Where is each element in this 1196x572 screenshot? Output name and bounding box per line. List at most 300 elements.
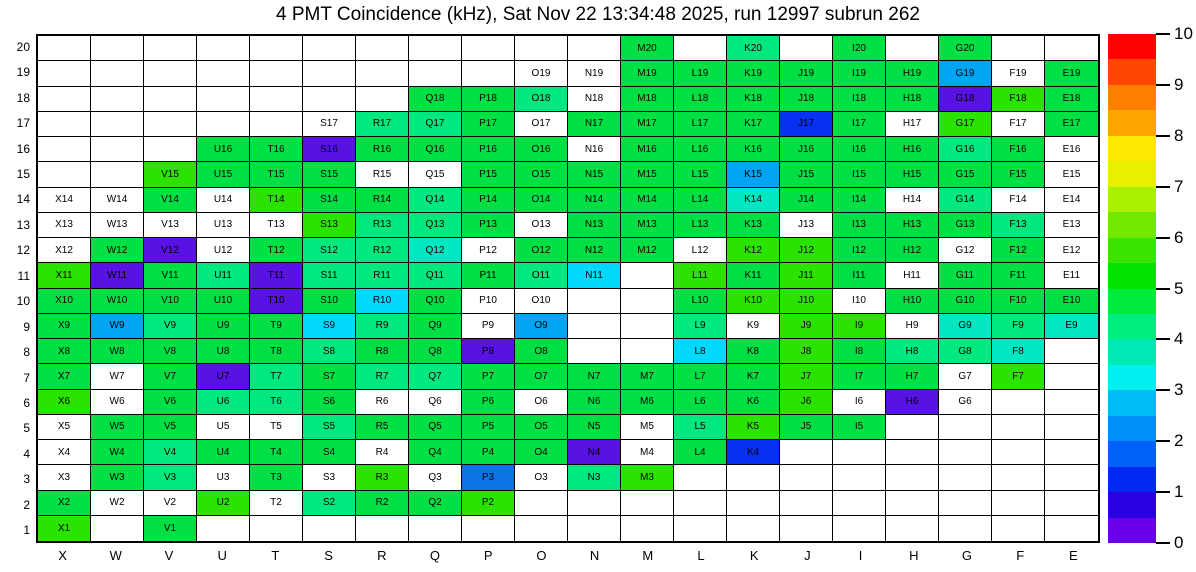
grid-cell: E15 (1045, 162, 1098, 187)
grid-cell: J7 (780, 364, 833, 389)
grid-cell: V5 (144, 415, 197, 440)
grid-cell: J8 (780, 339, 833, 364)
grid-cell: S9 (303, 314, 356, 339)
colorbar-band (1108, 212, 1156, 238)
grid-cell: K17 (727, 112, 780, 137)
grid-cell: I8 (833, 339, 886, 364)
colorbar-band (1108, 187, 1156, 213)
colorbar-band (1108, 314, 1156, 340)
grid-cell: G15 (939, 162, 992, 187)
grid-cell: I9 (833, 314, 886, 339)
grid-cell: F9 (992, 314, 1045, 339)
grid-cell (833, 491, 886, 516)
grid-cell (939, 516, 992, 541)
x-axis-label: P (483, 548, 493, 563)
grid-cell: I15 (833, 162, 886, 187)
grid-cell: I5 (833, 415, 886, 440)
grid-cell: H7 (886, 364, 939, 389)
grid-cell: H12 (886, 238, 939, 263)
grid-cell: K20 (727, 36, 780, 61)
grid-cell: T9 (250, 314, 303, 339)
grid-cell: J12 (780, 238, 833, 263)
grid-cell (409, 36, 462, 61)
colorbar-band (1108, 390, 1156, 416)
grid-cell (674, 491, 727, 516)
grid-cell (462, 61, 515, 86)
colorbar-tick-label: 9 (1174, 74, 1184, 94)
grid-cell: K11 (727, 263, 780, 288)
grid-cell: X14 (38, 188, 91, 213)
grid-cell (515, 516, 568, 541)
grid-cell (1045, 36, 1098, 61)
grid-cell (886, 491, 939, 516)
colorbar-band (1108, 161, 1156, 187)
grid-cell: K10 (727, 289, 780, 314)
grid-cell (1045, 465, 1098, 490)
grid-cell (1045, 364, 1098, 389)
grid-cell (250, 87, 303, 112)
grid-cell: W2 (91, 491, 144, 516)
grid-cell: N5 (568, 415, 621, 440)
grid-cell: Q13 (409, 213, 462, 238)
x-axis-label: T (271, 548, 280, 563)
grid-cell (303, 36, 356, 61)
grid-cell (992, 491, 1045, 516)
grid-cell: M13 (621, 213, 674, 238)
grid-cell: M18 (621, 87, 674, 112)
colorbar-band (1108, 238, 1156, 264)
grid-cell: M4 (621, 440, 674, 465)
grid-cell (38, 137, 91, 162)
grid-cell: S16 (303, 137, 356, 162)
grid-cell: O17 (515, 112, 568, 137)
grid-cell: J9 (780, 314, 833, 339)
grid-cell (197, 61, 250, 86)
grid-cell: X12 (38, 238, 91, 263)
colorbar-tick (1156, 288, 1170, 290)
grid-cell: Q4 (409, 440, 462, 465)
grid-cell: L9 (674, 314, 727, 339)
grid-cell (621, 339, 674, 364)
grid-cell: N7 (568, 364, 621, 389)
grid-cell (886, 415, 939, 440)
grid-cell: P9 (462, 314, 515, 339)
grid-cell: G9 (939, 314, 992, 339)
grid-cell: W14 (91, 188, 144, 213)
grid-cell: T14 (250, 188, 303, 213)
colorbar-band (1108, 110, 1156, 136)
grid-cell: G11 (939, 263, 992, 288)
grid-cell: V15 (144, 162, 197, 187)
grid-cell: L7 (674, 364, 727, 389)
grid-cell: I19 (833, 61, 886, 86)
grid-cell: K7 (727, 364, 780, 389)
grid-cell (621, 289, 674, 314)
grid-cell: V10 (144, 289, 197, 314)
grid-cell: I13 (833, 213, 886, 238)
grid-cell: F11 (992, 263, 1045, 288)
colorbar-band (1108, 85, 1156, 111)
grid-cell: U12 (197, 238, 250, 263)
grid-cell: L14 (674, 188, 727, 213)
grid-cell (621, 263, 674, 288)
x-axis-label: F (1016, 548, 1025, 563)
grid-cell: U9 (197, 314, 250, 339)
grid-cell: H16 (886, 137, 939, 162)
grid-cell: J15 (780, 162, 833, 187)
grid-cell: W5 (91, 415, 144, 440)
grid-cell: P18 (462, 87, 515, 112)
grid-cell: H15 (886, 162, 939, 187)
grid-cell: T11 (250, 263, 303, 288)
grid-cell: P6 (462, 390, 515, 415)
x-axis-label: L (697, 548, 705, 563)
grid-cell: J16 (780, 137, 833, 162)
grid-cell: V4 (144, 440, 197, 465)
grid-cell: R15 (356, 162, 409, 187)
grid-cell (303, 516, 356, 541)
x-axis-label: G (961, 548, 973, 563)
grid-cell (303, 87, 356, 112)
grid-cell (91, 112, 144, 137)
grid-cell: M7 (621, 364, 674, 389)
grid-cell: R3 (356, 465, 409, 490)
grid-cell: S14 (303, 188, 356, 213)
grid-cell: V1 (144, 516, 197, 541)
grid-cell: Q8 (409, 339, 462, 364)
grid-cell: L18 (674, 87, 727, 112)
grid-cell (38, 61, 91, 86)
grid-cell: W10 (91, 289, 144, 314)
grid-cell (568, 516, 621, 541)
y-axis-label: 3 (23, 472, 30, 487)
grid-cell: L8 (674, 339, 727, 364)
grid-cell (992, 516, 1045, 541)
grid-cell: G7 (939, 364, 992, 389)
grid-cell (568, 289, 621, 314)
grid-cell: G17 (939, 112, 992, 137)
grid-cell (1045, 339, 1098, 364)
grid-cell: P3 (462, 465, 515, 490)
grid-cell (992, 440, 1045, 465)
grid-cell: M15 (621, 162, 674, 187)
grid-cell: N4 (568, 440, 621, 465)
grid-cell (886, 440, 939, 465)
grid-cell: S4 (303, 440, 356, 465)
x-axis-label: R (377, 548, 387, 563)
grid-cell (727, 516, 780, 541)
grid-cell: S13 (303, 213, 356, 238)
grid-cell: G13 (939, 213, 992, 238)
grid-cell: Q15 (409, 162, 462, 187)
grid-cell: O15 (515, 162, 568, 187)
grid-cell: U8 (197, 339, 250, 364)
y-axis-label: 17 (16, 116, 30, 131)
y-axis-label: 14 (16, 192, 30, 207)
colorbar-tick (1156, 135, 1170, 137)
grid-cell (886, 516, 939, 541)
colorbar-band (1108, 289, 1156, 315)
grid-cell: X10 (38, 289, 91, 314)
grid-cell (833, 440, 886, 465)
grid-cell: O10 (515, 289, 568, 314)
grid-cell (1045, 440, 1098, 465)
grid-cell: P13 (462, 213, 515, 238)
grid-cell (38, 87, 91, 112)
grid-cell: U13 (197, 213, 250, 238)
grid-cell: X7 (38, 364, 91, 389)
grid-cell: V2 (144, 491, 197, 516)
grid-cell: P4 (462, 440, 515, 465)
grid-cell (568, 339, 621, 364)
grid-cell: V9 (144, 314, 197, 339)
grid-cell: W3 (91, 465, 144, 490)
grid-cell: L12 (674, 238, 727, 263)
grid-cell: I10 (833, 289, 886, 314)
grid-cell: T12 (250, 238, 303, 263)
y-axis-label: 4 (23, 446, 30, 461)
grid-cell: P15 (462, 162, 515, 187)
colorbar-tick-label: 4 (1174, 329, 1184, 349)
y-axis-label: 15 (16, 166, 30, 181)
grid-cell (568, 491, 621, 516)
grid-cell: U14 (197, 188, 250, 213)
grid-cell: Q6 (409, 390, 462, 415)
x-axis-label: V (164, 548, 174, 563)
grid-cell (250, 36, 303, 61)
grid-cell: E16 (1045, 137, 1098, 162)
y-axis-label: 2 (23, 497, 30, 512)
colorbar-band (1108, 59, 1156, 85)
grid-cell (197, 36, 250, 61)
grid-cell: R17 (356, 112, 409, 137)
grid-cell: J10 (780, 289, 833, 314)
grid-cell (1045, 491, 1098, 516)
grid-cell: O7 (515, 364, 568, 389)
grid-cell: E13 (1045, 213, 1098, 238)
grid-cell: P7 (462, 364, 515, 389)
grid-cell: V6 (144, 390, 197, 415)
grid-cell: H18 (886, 87, 939, 112)
x-axis-label: X (58, 548, 67, 563)
grid-cell: G14 (939, 188, 992, 213)
grid-cell: H13 (886, 213, 939, 238)
grid-cell: Q10 (409, 289, 462, 314)
grid-cell (780, 491, 833, 516)
grid-cell: H8 (886, 339, 939, 364)
grid-cell: K9 (727, 314, 780, 339)
grid-cell: O14 (515, 188, 568, 213)
y-axis-label: 5 (23, 421, 30, 436)
x-axis-label: M (642, 548, 654, 563)
grid-cell (939, 440, 992, 465)
grid-cell: U16 (197, 137, 250, 162)
grid-cell: X1 (38, 516, 91, 541)
grid-cell: Q3 (409, 465, 462, 490)
grid-cell: I6 (833, 390, 886, 415)
grid-cell: U7 (197, 364, 250, 389)
grid-cell (250, 61, 303, 86)
grid-cell: X11 (38, 263, 91, 288)
x-axis-label: H (909, 548, 919, 563)
grid-cell (250, 516, 303, 541)
grid-cell: M3 (621, 465, 674, 490)
grid-cell (91, 162, 144, 187)
y-axis-label: 10 (16, 294, 30, 309)
grid-cell: N6 (568, 390, 621, 415)
grid-cell (144, 137, 197, 162)
x-axis-label: E (1069, 548, 1078, 563)
grid-cell (674, 36, 727, 61)
grid-cell: O6 (515, 390, 568, 415)
grid-cell: M5 (621, 415, 674, 440)
grid-cell: S6 (303, 390, 356, 415)
grid-cell: H19 (886, 61, 939, 86)
grid-cell: R5 (356, 415, 409, 440)
grid-cell: I7 (833, 364, 886, 389)
grid-cell: U5 (197, 415, 250, 440)
grid-cell: P11 (462, 263, 515, 288)
grid-cell: X3 (38, 465, 91, 490)
grid-cell: K14 (727, 188, 780, 213)
colorbar-tick-label: 7 (1174, 176, 1184, 196)
grid-cell: O8 (515, 339, 568, 364)
y-axis-label: 13 (16, 217, 30, 232)
grid-cell: K6 (727, 390, 780, 415)
grid-cell: V13 (144, 213, 197, 238)
grid-cell: V8 (144, 339, 197, 364)
grid-cell: R16 (356, 137, 409, 162)
grid-cell: E9 (1045, 314, 1098, 339)
colorbar-tick-label: 2 (1174, 431, 1184, 451)
grid-cell: F13 (992, 213, 1045, 238)
grid-cell: J18 (780, 87, 833, 112)
grid-cell: I12 (833, 238, 886, 263)
colorbar-band (1108, 492, 1156, 518)
x-axis-label: N (589, 548, 600, 563)
colorbar-band (1108, 34, 1156, 60)
grid-cell: M17 (621, 112, 674, 137)
grid-cell: E19 (1045, 61, 1098, 86)
grid-cell: L16 (674, 137, 727, 162)
grid-cell: R7 (356, 364, 409, 389)
grid-cell (621, 491, 674, 516)
grid-cell (197, 87, 250, 112)
colorbar-band (1108, 441, 1156, 467)
grid-cell: T3 (250, 465, 303, 490)
grid-cell: K16 (727, 137, 780, 162)
grid-cell: U15 (197, 162, 250, 187)
grid-cell: L4 (674, 440, 727, 465)
grid-cell (674, 465, 727, 490)
colorbar-tick-label: 6 (1174, 227, 1184, 247)
grid-cell: J14 (780, 188, 833, 213)
x-axis-label: O (536, 548, 547, 563)
grid-cell: S10 (303, 289, 356, 314)
grid-cell (1045, 390, 1098, 415)
grid-cell: J17 (780, 112, 833, 137)
grid-cell: E18 (1045, 87, 1098, 112)
y-axis-label: 6 (23, 396, 30, 411)
grid-cell: G19 (939, 61, 992, 86)
grid-cell (780, 465, 833, 490)
grid-cell: X8 (38, 339, 91, 364)
grid-cell: Q14 (409, 188, 462, 213)
grid-cell: E12 (1045, 238, 1098, 263)
grid-cell: W8 (91, 339, 144, 364)
grid-cell: S8 (303, 339, 356, 364)
grid-cell (515, 36, 568, 61)
x-axis-label: Q (429, 548, 441, 563)
grid-cell: W11 (91, 263, 144, 288)
grid-cell: Q18 (409, 87, 462, 112)
grid-cell: H11 (886, 263, 939, 288)
colorbar-tick-label: 1 (1174, 482, 1184, 502)
colorbar-band (1108, 136, 1156, 162)
grid-cell (462, 36, 515, 61)
grid-cell: J6 (780, 390, 833, 415)
y-axis-label: 1 (23, 523, 30, 538)
grid-cell: J13 (780, 213, 833, 238)
grid-cell: O9 (515, 314, 568, 339)
grid-cell: E17 (1045, 112, 1098, 137)
grid-cell: L19 (674, 61, 727, 86)
grid-cell: U6 (197, 390, 250, 415)
grid-cell: Q2 (409, 491, 462, 516)
grid-cell (992, 390, 1045, 415)
grid-cell: R11 (356, 263, 409, 288)
grid-cell: V3 (144, 465, 197, 490)
colorbar-band (1108, 518, 1156, 544)
grid-cell: H10 (886, 289, 939, 314)
grid-cell: N3 (568, 465, 621, 490)
grid-cell: O13 (515, 213, 568, 238)
grid-cell: T13 (250, 213, 303, 238)
grid-cell: L10 (674, 289, 727, 314)
grid-cell: X4 (38, 440, 91, 465)
grid-cell: X13 (38, 213, 91, 238)
grid-cell: W9 (91, 314, 144, 339)
grid-cell: G16 (939, 137, 992, 162)
y-axis-label: 19 (16, 65, 30, 80)
grid-cell: G10 (939, 289, 992, 314)
grid-cell: N12 (568, 238, 621, 263)
grid-cell (91, 36, 144, 61)
grid-cell (1045, 415, 1098, 440)
grid-cell: E10 (1045, 289, 1098, 314)
grid-cell (1045, 516, 1098, 541)
colorbar-tick-label: 5 (1174, 278, 1184, 298)
grid-cell: V12 (144, 238, 197, 263)
grid-cell: S2 (303, 491, 356, 516)
colorbar-tick (1156, 186, 1170, 188)
grid-cell: U2 (197, 491, 250, 516)
grid-cell (144, 87, 197, 112)
grid-cell (992, 36, 1045, 61)
grid-cell (462, 516, 515, 541)
grid-cell (568, 314, 621, 339)
grid-cell: P14 (462, 188, 515, 213)
grid-cell: S15 (303, 162, 356, 187)
grid-cell: S11 (303, 263, 356, 288)
grid-cell: T10 (250, 289, 303, 314)
grid-cell (621, 516, 674, 541)
grid-cell: O3 (515, 465, 568, 490)
grid-cell: N15 (568, 162, 621, 187)
grid-cell: S3 (303, 465, 356, 490)
grid-cell: Q12 (409, 238, 462, 263)
grid-cell (250, 112, 303, 137)
